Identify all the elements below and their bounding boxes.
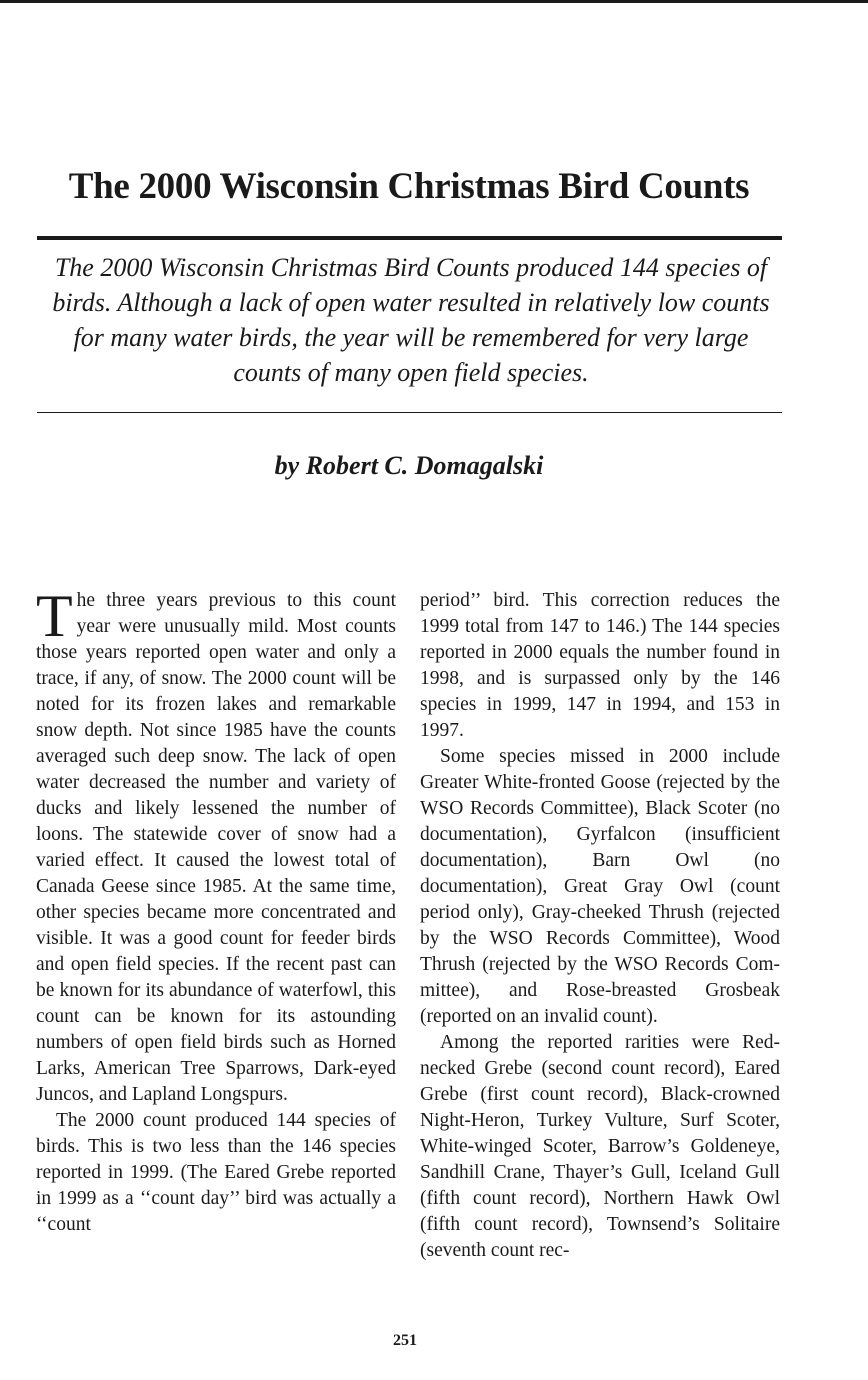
article-title: The 2000 Wisconsin Christmas Bird Counts [68, 165, 750, 207]
left-paragraph-1 [36, 583, 396, 1108]
right-paragraph-1: period’’ bird. This correction reduces the 1999 total from 147 to 146.) The 144 species reported in 2000 equals the number found in 1998, and is surpassed only by the 146 species in 1999, 147 in 1994, and 153 in 1997. [420, 590, 780, 741]
drop-cap: T [36, 583, 73, 649]
article-abstract: The 2000 Wisconsin Christmas Bird Counts produced 144 species of birds. Although a lack of open water resulted in relatively low counts for many water birds, the year will be remembered for very large counts of many open field species. [52, 253, 770, 387]
right-paragraph-2: Some species missed in 2000 include Greater White-fronted Goose (rejected by the WSO Records Committee), Black Scoter (no documentation), Gyrfalcon (insufficient documentation), Barn Owl (no documentation), Great Gray Owl (count period only), Gray-cheeked Thrush (rejected by the WSO Records Committee), Wood Thrush (rejected by the WSO Records Committee), and Rose-breasted Grosbeak (reported on an invalid count). [420, 746, 780, 1027]
right-column [420, 588, 780, 1264]
abstract-rule-bottom [37, 412, 782, 413]
article-byline: by Robert C. Domagalski [274, 451, 544, 480]
page-number: 251 [393, 1332, 417, 1349]
left-paragraph-2: The 2000 count produced 144 species of birds. This is two less than the 146 species reported in 1999. (The Eared Grebe reported in 1999 as a ‘‘count day’’ bird was actually a ‘‘count [36, 1110, 396, 1235]
right-paragraph-3: Among the reported rarities were Red-necked Grebe (second count record), Eared Grebe (first count record), Black-crowned Night-Heron, Turkey Vulture, Surf Scoter, White-winged Scoter, Barrow’s Goldeneye, Sandhill Crane, Thayer’s Gull, Iceland Gull (fifth count record), Northern Hawk Owl (fifth count record), Townsend’s Solitaire (seventh count rec- [420, 1032, 780, 1261]
left-column [36, 583, 396, 1238]
top-rule [0, 0, 868, 3]
abstract-rule-top [37, 236, 782, 240]
left-paragraph-1-text: he three years previous to this count year were unusually mild. Most counts those years reported open water and only a trace, if any, of snow. The 2000 count will be noted for its frozen lakes and remarkable snow depth. Not since 1985 have the counts averaged such deep snow. The lack of open water decreased the number and variety of ducks and likely lessened the number of loons. The statewide cover of snow had a varied effect. It caused the lowest total of Canada Geese since 1985. At the same time, other species became more concentrated and visible. It was a good count for feeder birds and open field species. If the recent past can be known for its abundance of waterfowl, this count can be known for its astounding numbers of open field birds such as Horned Larks, American Tree Sparrows, Dark-eyed Juncos, and Lapland Longspurs. [36, 590, 396, 1105]
